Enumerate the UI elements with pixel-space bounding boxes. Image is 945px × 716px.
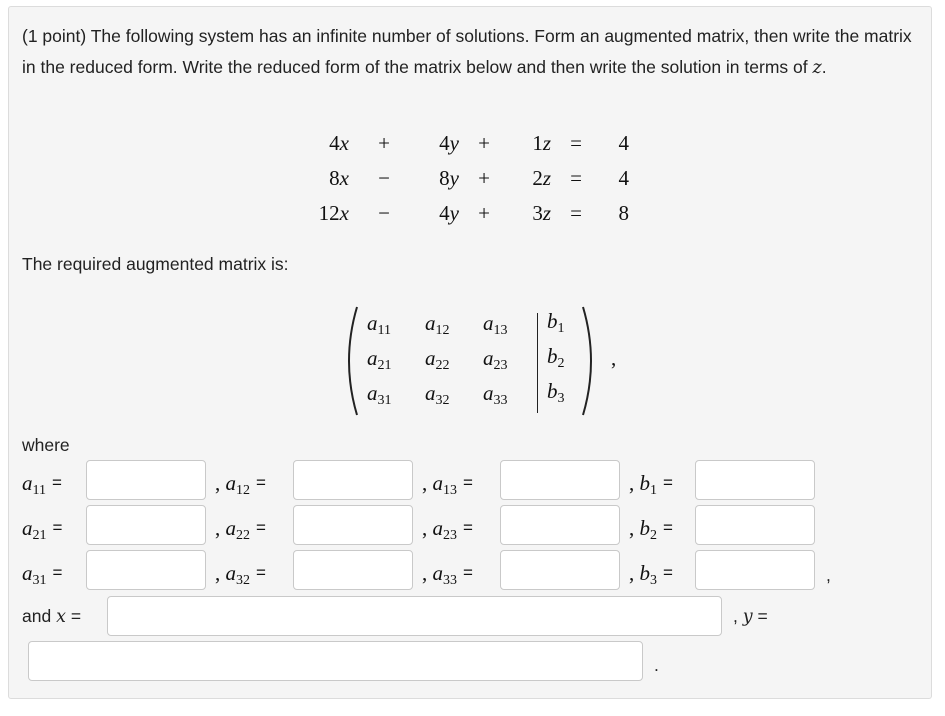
label-a32: , $a_{32}$ = [215, 561, 266, 588]
input-b1[interactable] [695, 460, 815, 500]
input-a11[interactable] [86, 460, 206, 500]
matrix-cell-a11: $a_{11}$ [367, 311, 391, 338]
label-b1: , $b_1$ = [629, 471, 673, 498]
and-x-label: and x = [22, 606, 82, 627]
variable-z: z [812, 58, 822, 78]
label-a31: $a_{31}$ = [22, 561, 63, 588]
matrix-trailing-comma: , [611, 346, 617, 370]
matrix-cell-b3: $b_3$ [547, 379, 565, 406]
matrix-cell-a12: $a_{12}$ [425, 311, 450, 338]
matrix-cell-a22: $a_{22}$ [425, 346, 450, 373]
label-a22: , $a_{22}$ = [215, 516, 266, 543]
matrix-cell-a13: $a_{13}$ [483, 311, 508, 338]
input-a21[interactable] [86, 505, 206, 545]
input-a33[interactable] [500, 550, 620, 590]
label-a13: , $a_{13}$ = [422, 471, 473, 498]
input-a13[interactable] [500, 460, 620, 500]
matrix-cell-a31: $a_{31}$ [367, 381, 392, 408]
matrix-cell-b1: $b_1$ [547, 309, 565, 336]
augment-divider [537, 313, 538, 413]
final-period: . [654, 655, 659, 675]
matrix-cell-a23: $a_{23}$ [483, 346, 508, 373]
problem-card: (1 point) The following system has an infinite number of solutions. Form an augmented matrix, then write the matrix in the reduced form. Write the reduced form of the matrix below and then write the solution in terms of z. 4x + 4y + 1z = 4 8x − 8y + 2z = 4 12x − 4y + 3z = 8 The required augmented matrix is: $a_{11}$ $a_{12}$ $a_{13}$ $b_1$ $a_{21}$ $a_{22}$ $a_{23}$ $b_2$ $a_{31}$ $a_{32}$ $a_{33}$ $b_3$ , where $a_{11}$ = , $a_{12}$ = , $a_{13}$ = , $b_1$ = $a_{21}$ = , $a_{22}$ = , $a_{23}$ = , $b_2$ = $a_{31}$ = , $a_{32}$ = , $a_{33}$ = , $b_3$ = , and x = , y = . [8, 6, 932, 699]
y-label: , y = [733, 606, 768, 627]
input-a12[interactable] [293, 460, 413, 500]
label-a23: , $a_{23}$ = [422, 516, 473, 543]
label-a21: $a_{21}$ = [22, 516, 63, 543]
left-paren-icon [339, 305, 361, 417]
input-y[interactable] [28, 641, 643, 681]
row-end-comma: , [826, 565, 831, 585]
label-b2: , $b_2$ = [629, 516, 673, 543]
augmented-matrix [339, 305, 639, 423]
matrix-cell-a21: $a_{21}$ [367, 346, 392, 373]
matrix-cell-b2: $b_2$ [547, 344, 565, 371]
input-b3[interactable] [695, 550, 815, 590]
label-a33: , $a_{33}$ = [422, 561, 473, 588]
input-b2[interactable] [695, 505, 815, 545]
input-a32[interactable] [293, 550, 413, 590]
label-a12: , $a_{12}$ = [215, 471, 266, 498]
matrix-cell-a33: $a_{33}$ [483, 381, 508, 408]
right-paren-icon [579, 305, 601, 417]
matrix-cell-a32: $a_{32}$ [425, 381, 450, 408]
input-x[interactable] [107, 596, 722, 636]
input-a23[interactable] [500, 505, 620, 545]
input-a31[interactable] [86, 550, 206, 590]
label-b3: , $b_3$ = [629, 561, 673, 588]
label-a11: $a_{11}$ = [22, 471, 62, 498]
input-a22[interactable] [293, 505, 413, 545]
problem-statement: (1 point) The following system has an infinite number of solutions. Form an augmented matrix, then write the matrix in the reduced form. Write the reduced form of the matrix below and then write the solution in terms of z. [22, 26, 912, 78]
augmented-matrix-label: The required augmented matrix is: [22, 254, 289, 274]
where-label: where [22, 435, 70, 455]
